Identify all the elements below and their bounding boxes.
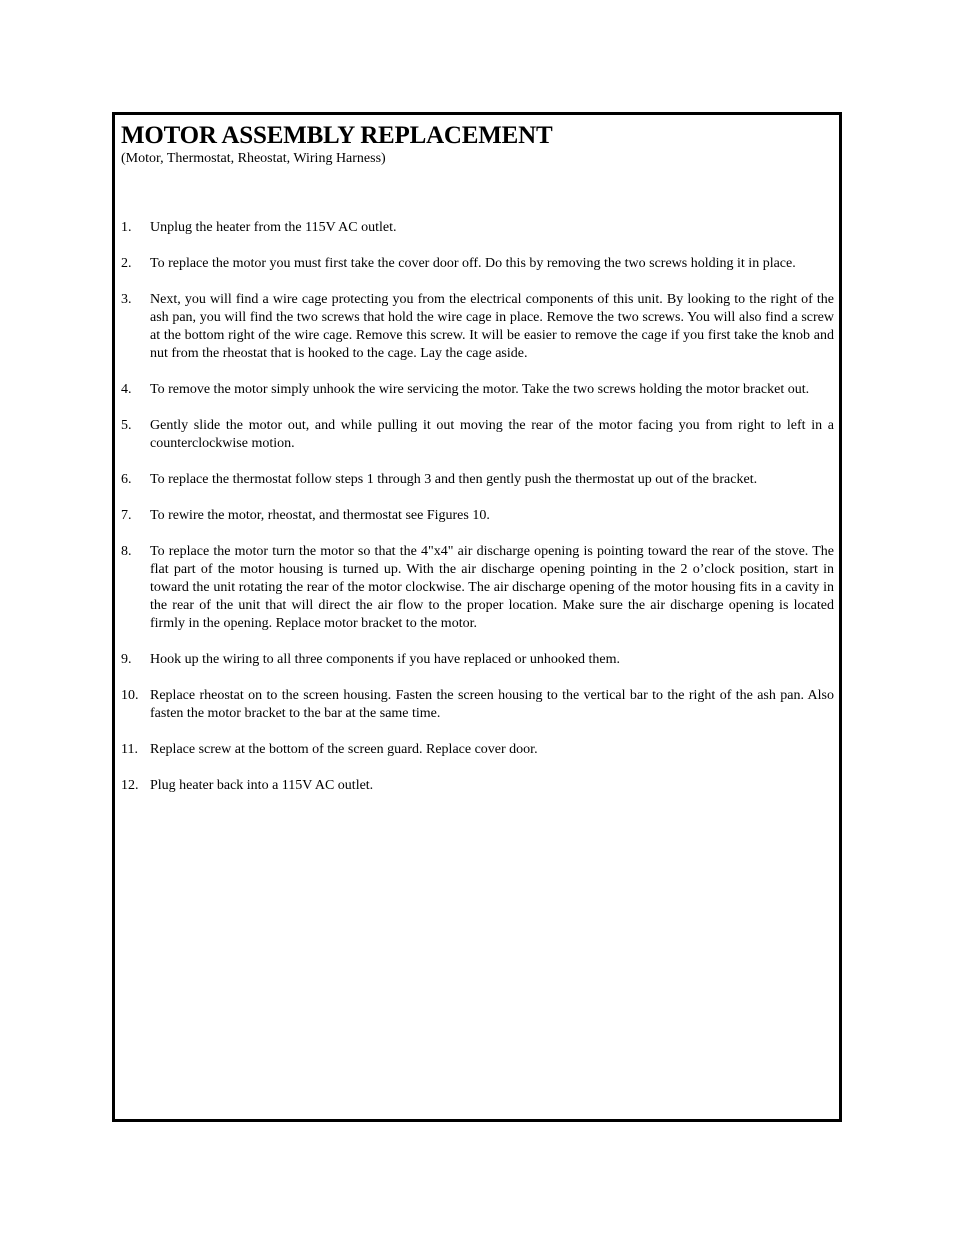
step-text: Gently slide the motor out, and while pulling it out moving the rear of the motor facing you from right to left in a counterclockwise motion. xyxy=(150,418,834,451)
step-number: 5. xyxy=(121,418,132,433)
page-subtitle: (Motor, Thermostat, Rheostat, Wiring Harness) xyxy=(121,151,386,166)
step-number: 1. xyxy=(121,220,132,235)
step-number: 8. xyxy=(121,544,132,559)
step-item xyxy=(115,741,839,759)
step-item xyxy=(115,471,839,489)
page-title: MOTOR ASSEMBLY REPLACEMENT xyxy=(121,122,553,149)
steps-list xyxy=(115,219,839,813)
step-number: 12. xyxy=(121,778,139,793)
instruction-box xyxy=(112,112,842,1122)
step-text: Replace rheostat on to the screen housing. Fasten the screen housing to the vertical bar to the right of the ash pan. Also fasten the motor bracket to the bar at the same time. xyxy=(150,688,834,721)
step-text: Unplug the heater from the 115V AC outlet. xyxy=(150,220,397,235)
step-number: 6. xyxy=(121,472,132,487)
step-text: To replace the motor you must first take the cover door off. Do this by removing the two screws holding it in place. xyxy=(150,256,796,271)
step-text: Next, you will find a wire cage protecting you from the electrical components of this unit. By looking to the right of the ash pan, you will find the two screws that hold the wire cage in place. Remove the two screws. You will also find a screw at the bottom right of the wire cage. Remove this screw. It will be easier to remove the cage if you first take the knob and nut from the rheostat that is hooked to the cage. Lay the cage aside. xyxy=(150,292,834,361)
step-text: Replace screw at the bottom of the screen guard. Replace cover door. xyxy=(150,742,538,757)
step-item xyxy=(115,507,839,525)
step-item xyxy=(115,219,839,237)
step-item xyxy=(115,687,839,723)
step-text: Hook up the wiring to all three components if you have replaced or unhooked them. xyxy=(150,652,621,667)
step-number: 4. xyxy=(121,382,132,397)
step-item xyxy=(115,417,839,453)
step-text: To replace the motor turn the motor so that the 4"x4" air discharge opening is pointing toward the rear of the stove. The flat part of the motor housing is turned up. With the air discharge opening pointing in the 2 o’clock position, start in toward the unit rotating the rear of the motor clockwise. The air discharge opening of the motor housing fits in a cavity in the rear of the unit that will direct the air flow to the proper location. Make sure the air discharge opening is located firmly in the opening. Replace motor bracket to the motor. xyxy=(150,544,834,631)
step-number: 7. xyxy=(121,508,132,523)
step-text: To rewire the motor, rheostat, and thermostat see Figures 10. xyxy=(150,508,490,523)
step-item xyxy=(115,543,839,633)
step-text: To remove the motor simply unhook the wire servicing the motor. Take the two screws holding the motor bracket out. xyxy=(150,382,810,397)
step-number: 2. xyxy=(121,256,132,271)
step-number: 11. xyxy=(121,742,138,757)
step-text: To replace the thermostat follow steps 1 through 3 and then gently push the thermostat up out of the bracket. xyxy=(150,472,758,487)
step-item xyxy=(115,255,839,273)
step-item xyxy=(115,651,839,669)
step-item xyxy=(115,777,839,795)
step-text: Plug heater back into a 115V AC outlet. xyxy=(150,778,374,793)
step-item xyxy=(115,381,839,399)
step-number: 9. xyxy=(121,652,132,667)
step-number: 3. xyxy=(121,292,132,307)
step-number: 10. xyxy=(121,688,139,703)
step-item xyxy=(115,291,839,363)
